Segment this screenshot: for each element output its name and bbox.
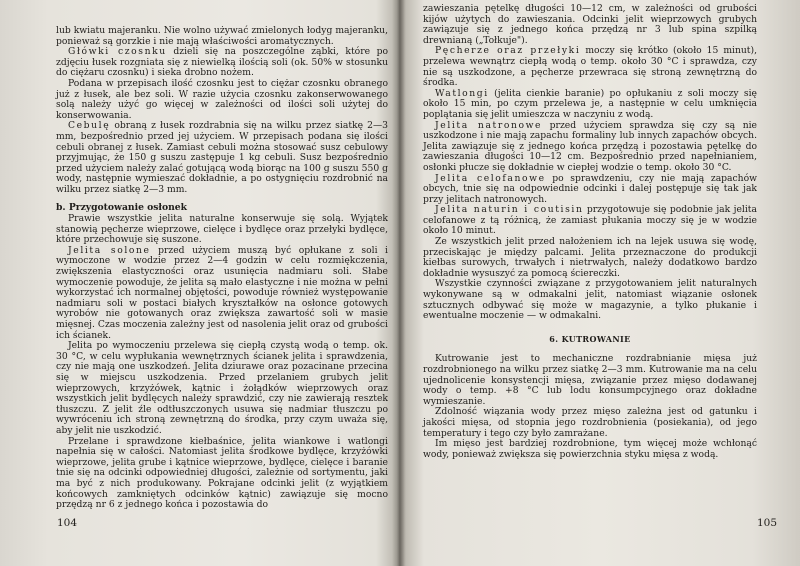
paragraph: Przelane i sprawdzone kiełbaśnice, jelita wiankowe i watlongi napełnia się w całości. Natomiast jelita środkowe bydlęce, krzyżówki wieprzowe, jelita grube i kątnice wieprzowe, bydlęce, cielęce i baranie tnie się na odcinki odpowiedniej długości, zależnie od sortymentu, jaki ma być z nich produkowany. Pokrajane odcinki jelit (z wyjątkiem końcowych zamkniętych odcinków kątnic) zawiązuje się mocno przędzą nr 6 z jednego końca i pozostawia do [56, 435, 388, 511]
salted-text: przed użyciem muszą być opłukane z soli i wymoczone w wodzie przez 2—4 godzin w celu rozmiękczenia, zwiększenia elastyczności oraz usunięcia nadmiaru soli. Słabe wymoczenie powoduje, że jelita są mało elastyczne i nie można w pełni wykorzystać ich normalnej objętości, powoduje również występowanie nadmiaru soli w postaci białych kryształków na osłonce gotowych wyrobów nie gotowanych oraz zwiększa zawartość soli w masie mięsnej. Czas moczenia zależny jest od nasolenia jelit oraz od grubości ich ścianek. [56, 244, 388, 341]
paragraph-natron [423, 121, 757, 174]
term-salted: Jelita solone [68, 244, 151, 256]
term-watlongi: Watlongi [435, 87, 489, 99]
paragraph: Zdolność wiązania wody przez mięso zależna jest od gatunku i jakości mięsa, od stopnia jego rozdrobnienia (posiekania), od jego temperatury i tego czy było zamrażane. [423, 406, 757, 439]
term-cello: Jelita celofanowe [435, 172, 546, 184]
paragraph: Prawie wszystkie jelita naturalne konserwuje się solą. Wyjątek stanowią pęcherze wieprzowe, cielęce i bydlęce oraz przełyki bydlęce, które przechowuje się suszone. [56, 213, 388, 246]
page-number-right: 105 [757, 517, 778, 529]
natron-text: przed użyciem sprawdza się czy są nie uszkodzone i nie mają zapachu formaliny lub innych zapachów obcych. Jelita zawiązuje się z jednego końca przędzą i pozostawia pętelkę do zawieszania długości 10—12 cm. Bezpośrednio przed napełnianiem, osłonki płucze się dokładnie w ciepłej wodzie o temp. około 30 °C. [423, 119, 757, 173]
cello-text: po sprawdzeniu, czy nie mają zapachów obcych, tnie się na odpowiednie odcinki i dalej postępuje się tak jak przy jelitach natronowych. [423, 172, 757, 205]
paragraph: Jelita po wymoczeniu przelewa się ciepłą czystą wodą o temp. ok. 30 °C, w celu wypłukania wewnętrznych ścianek jelita i sprawdzenia, czy nie mają one uszkodzeń. Jelita dziurawe oraz pozacinane przecina się w miejscu uszkodzenia. Przed przelaniem grubych jelit wieprzowych, krzyżówek, kątnic i żołądków wieprzowych oraz wszystkich jelit bydlęcych należy sprawdzić, czy nie zawierają resztek tłuszczu. Z jelit źle odtłuszczonych usuwa się nadmiar tłuszczu po wywróceniu ich stroną zewnętrzną do środka, przy czym uważa się, aby jelit nie uszkodzić. [56, 340, 388, 436]
term-bladder: Pęcherze oraz przełyki [435, 45, 581, 57]
term-naturin: Jelita naturin i coutisin [435, 204, 584, 216]
term-garlic: Główki czosnku [68, 46, 167, 58]
term-onion: Cebulę [68, 120, 111, 132]
paragraph-watlongi [423, 89, 757, 121]
paragraph: Podana w przepisach ilość czosnku jest to ciężar czosnku obranego już z łusek, ale bez soli. W razie użycia czosnku zakonserwowanego solą należy użyć go więcej w zależności od ilości soli użytej do konserwowania. [56, 77, 388, 121]
onion-text: obraną z łusek rozdrabnia się na wilku przez siatkę 2—3 mm, bezpośrednio przed jej użyciem. W przepisach podana się ilości cebuli obranej z łusek. Zamiast cebuli można stosować susz cebulowy przyjmując, że 150 g suszu zastępuje 1 kg cebuli. Susz bezpośrednio przed użyciem należy zalać gotującą wodą biorąc na 100 g suszu 550 g wody, następnie wymieszać dokładnie, a po ostygnięciu rozdrobnić na wilku przez siatkę 2—3 mm. [56, 120, 388, 195]
paragraph: zawieszania pętelkę długości 10—12 cm, w zależności od grubości kijów użytych do zawieszania. Odcinki jelit wieprzowych grubych zawiązuje się z jednego końca przędzą nr 3 lub spina szpilką drewnianą („Tołkuje"). [423, 3, 757, 46]
paragraph: Kutrowanie jest to mechaniczne rozdrabnianie mięsa już rozdrobnionego na wilku przez siatkę 2—3 mm. Kutrowanie ma na celu ujednolicenie konsystencji mięsa, związanie przez mięso dodawanej wody o temp. +8 °C lub lodu konsumpcyjnego oraz dokładne wymieszanie. [423, 353, 757, 407]
paragraph-naturin [423, 205, 757, 237]
term-natron: Jelita natronowe [435, 119, 543, 131]
right-page [423, 4, 757, 460]
bladder-text: moczy się krótko (około 15 minut), przelewa wewnątrz ciepłą wodą o temp. około 30 °C i sprawdza, czy nie są uszkodzone, a pęcherze przewraca się stroną zewnętrzną do środka. [423, 45, 757, 89]
paragraph-garlic [56, 47, 388, 79]
section-heading-kutrowanie: 6. KUTROWANIE [549, 333, 631, 344]
page-number-left: 104 [57, 517, 78, 529]
garlic-text: dzieli się na poszczególne ząbki, które po zdjęciu łusek rozgniata się z niewielką ilością soli (ok. 50% w stosunku do ciężaru czosnku) i sieka drobno nożem. [56, 46, 388, 79]
paragraph-bladder [423, 46, 757, 88]
watlongi-text: (jelita cienkie baranie) po opłukaniu z soli moczy się około 15 min, po czym przelewa je, a następnie w celu umknięcia poplątania się jelit umieszcza w naczyniu z wodą. [423, 87, 757, 120]
paragraph: Im mięso jest bardziej rozdrobnione, tym więcej może wchłonąć wody, ponieważ zwiększa się powierzchnia styku mięsa z wodą. [423, 438, 757, 460]
book-gutter [392, 0, 406, 566]
paragraph: Ze wszystkich jelit przed nałożeniem ich na lejek usuwa się wodę, przeciskając je między palcami. Jelita przeznaczone do produkcji kiełbas surowych, trwałych i nietrwałych, należy dodatkowo bardzo dokładnie wysuszyć za pomocą ściereczki. [423, 236, 757, 279]
paragraph-onion [56, 121, 388, 195]
left-page [56, 26, 388, 511]
section-heading-b: b. Przygotowanie osłonek [56, 201, 187, 213]
paragraph: Wszystkie czynności związane z przygotowaniem jelit naturalnych wykonywane są w odmakalni jelit, natomiast wiązanie osłonek sztucznych odbywać się może w magazynie, a tylko płukanie i ewentualne moczenie — w odmakalni. [423, 278, 757, 322]
paragraph: lub kwiatu majeranku. Nie wolno używać zmielonych łodyg majeranku, ponieważ są gorzkie i nie mają właściwości aromatycznych. [56, 25, 388, 47]
paragraph-salted [56, 246, 388, 341]
paragraph-cello [423, 174, 757, 206]
naturin-text: przygotowuje się podobnie jak jelita celofanowe z tą różnicą, że zamiast płukania moczy się je w wodzie około 10 minut. [423, 204, 757, 237]
